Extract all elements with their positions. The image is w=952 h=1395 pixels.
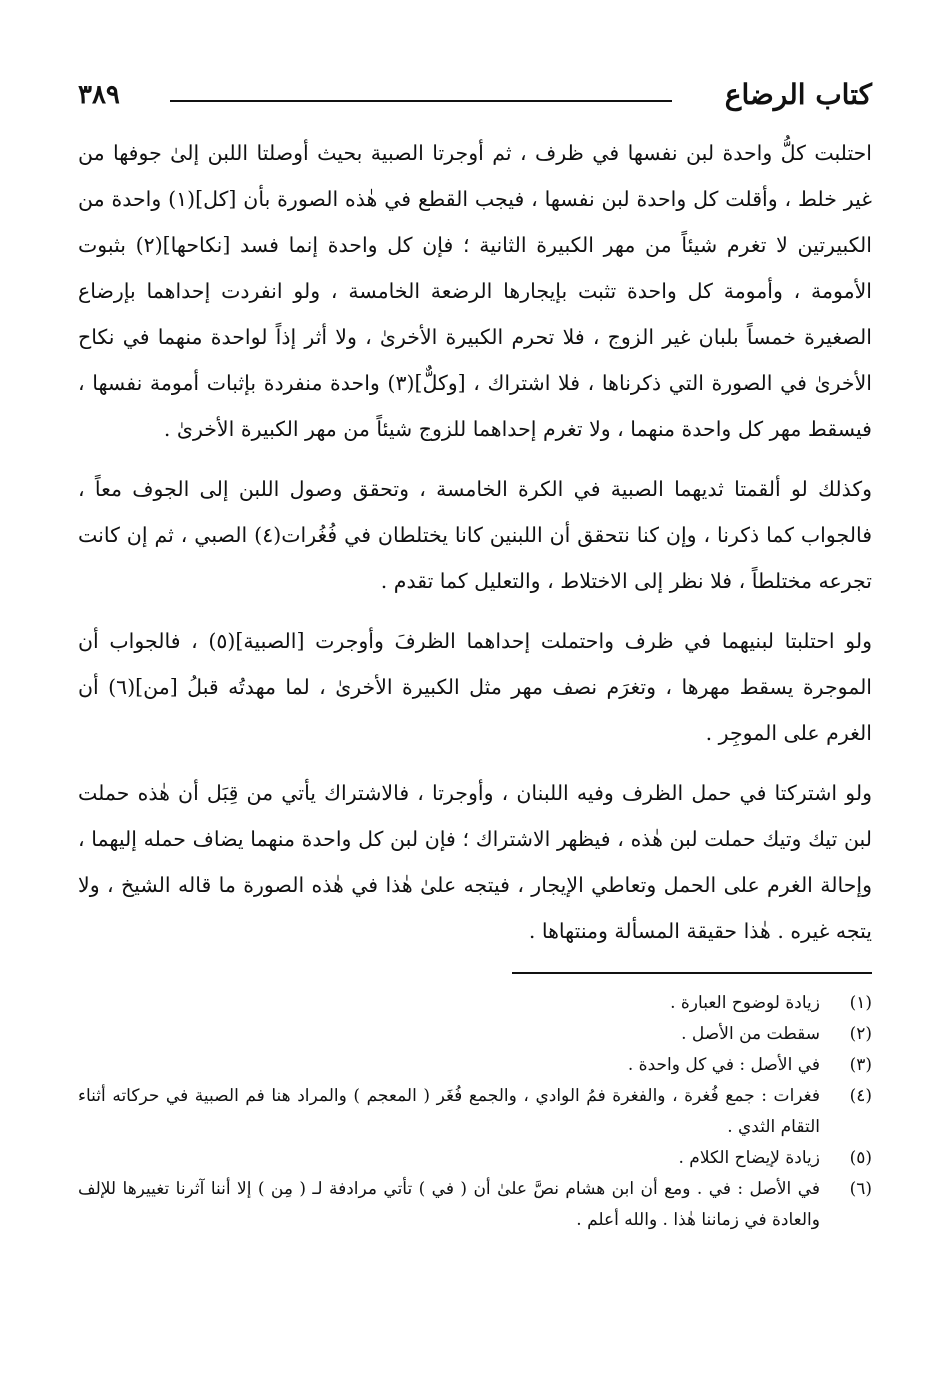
header-rule [170,100,672,102]
footnote-number: (١) [849,993,872,1013]
paragraph: وكذلك لو ألقمتا ثديهما الصبية في الكرة الخامسة ، وتحقق وصول اللبن إلى الجوف معاً ، فالجواب كما ذكرنا ، وإن كنا نتحقق أن اللبنين كانا يختلطان في فُغُرات(٤) الصبي ، ثم إن كانت تجرعه مختلطاً ، فلا نظر إلى الاختلاط ، والتعليل كما تقدم . [78,477,872,593]
paragraph: ولو اشتركتا في حمل الظرف وفيه اللبنان ، وأوجرتا ، فالاشتراك يأتي من قِبَل أن هٰذه حملت لبن تيك وتيك حملت لبن هٰذه ، فيظهر الاشتراك ؛ فإن لبن كل واحدة منهما يضاف حمله إليهما ، وإحالة الغرم على الحمل وتعاطي الإيجار ، فيتجه علىٰ هٰذا في هٰذه الصورة ما قاله الشيخ ، ولا يتجه غيره . هٰذا حقيقة المسألة ومنتهاها . [78,781,872,943]
footnote-text: في الأصل : في كل واحدة . [627,1055,820,1075]
chapter-title: كتاب الرضاع [724,78,872,111]
footnote-number: (٣) [849,1055,872,1075]
footnote-text: في الأصل : في . ومع أن ابن هشام نصَّ علىٰ أن ( في ) تأتي مرادفة لـ ( مِن ) إلا أننا آثرنا تغييرها للإلف والعادة في زماننا هٰذا . والله أعلم . [78,1179,820,1230]
page-header [78,78,872,130]
footnote [78,1143,872,1174]
footnote-text: فغرات : جمع فُغرة ، والفغرة فمُ الوادي ، والجمع فُغَر ( المعجم ) والمراد هنا فم الصبية في حركاته أثناء التقام الثدي . [78,1086,820,1137]
footnote-number: (٦) [849,1179,872,1199]
footnote-text: سقطت من الأصل . [681,1024,820,1044]
footnote [78,988,872,1019]
footnote-number: (٢) [849,1024,872,1044]
footnote-number: (٥) [849,1148,872,1168]
footnote-rule [512,972,872,974]
footnote-text: زيادة لوضوح العبارة . [670,993,820,1013]
footnote-number: (٤) [849,1086,872,1106]
footnote [78,1019,872,1050]
footnotes [78,988,872,1236]
paragraph: ولو احتلبتا لبنيهما في ظرف واحتملت إحداهما الظرفَ وأوجرت [الصبية](٥) ، فالجواب أن الموجرة يسقط مهرها ، وتغرَم نصف مهر مثل الكبيرة الأخرىٰ ، لما مهدتُه قبلُ [من](٦) أن الغرم على الموجِر . [78,629,873,745]
footnote [78,1174,872,1236]
book-page [78,78,872,1236]
footnote-text: زيادة لإيضاح الكلام . [678,1148,820,1168]
footnote [78,1081,872,1143]
page-number: ٣٨٩ [78,80,120,110]
paragraph: احتلبت كلُّ واحدة لبن نفسها في ظرف ، ثم أوجرتا الصبية بحيث أوصلتا اللبن إلىٰ جوفها من غير خلط ، وأقلت كل واحدة لبن نفسها ، فيجب القطع في هٰذه الصورة بأن [كل](١) واحدة من الكبيرتين لا تغرم شيئاً من مهر الكبيرة الثانية ؛ فإن كل واحدة إنما فسد [نكاحها](٢) بثبوت الأمومة ، وأمومة كل واحدة تثبت بإيجارها الرضعة الخامسة ، ولو انفردت إحداهما بإرضاع الصغيرة خمساً بلبان غير الزوج ، فلا تحرم الكبيرة الأخرىٰ ، ولا أثر إذاً لواحدة منهما في نكاح الأخرىٰ في الصورة التي ذكرناها ، فلا اشتراك ، [وكلٌّ](٣) واحدة منفردة بإثبات أمومة نفسها ، فيسقط مهر كل واحدة منهما ، ولا تغرم إحداهما للزوج شيئاً من مهر الكبيرة الأخرىٰ . [78,141,872,441]
footnote [78,1050,872,1081]
body-text [78,130,872,954]
